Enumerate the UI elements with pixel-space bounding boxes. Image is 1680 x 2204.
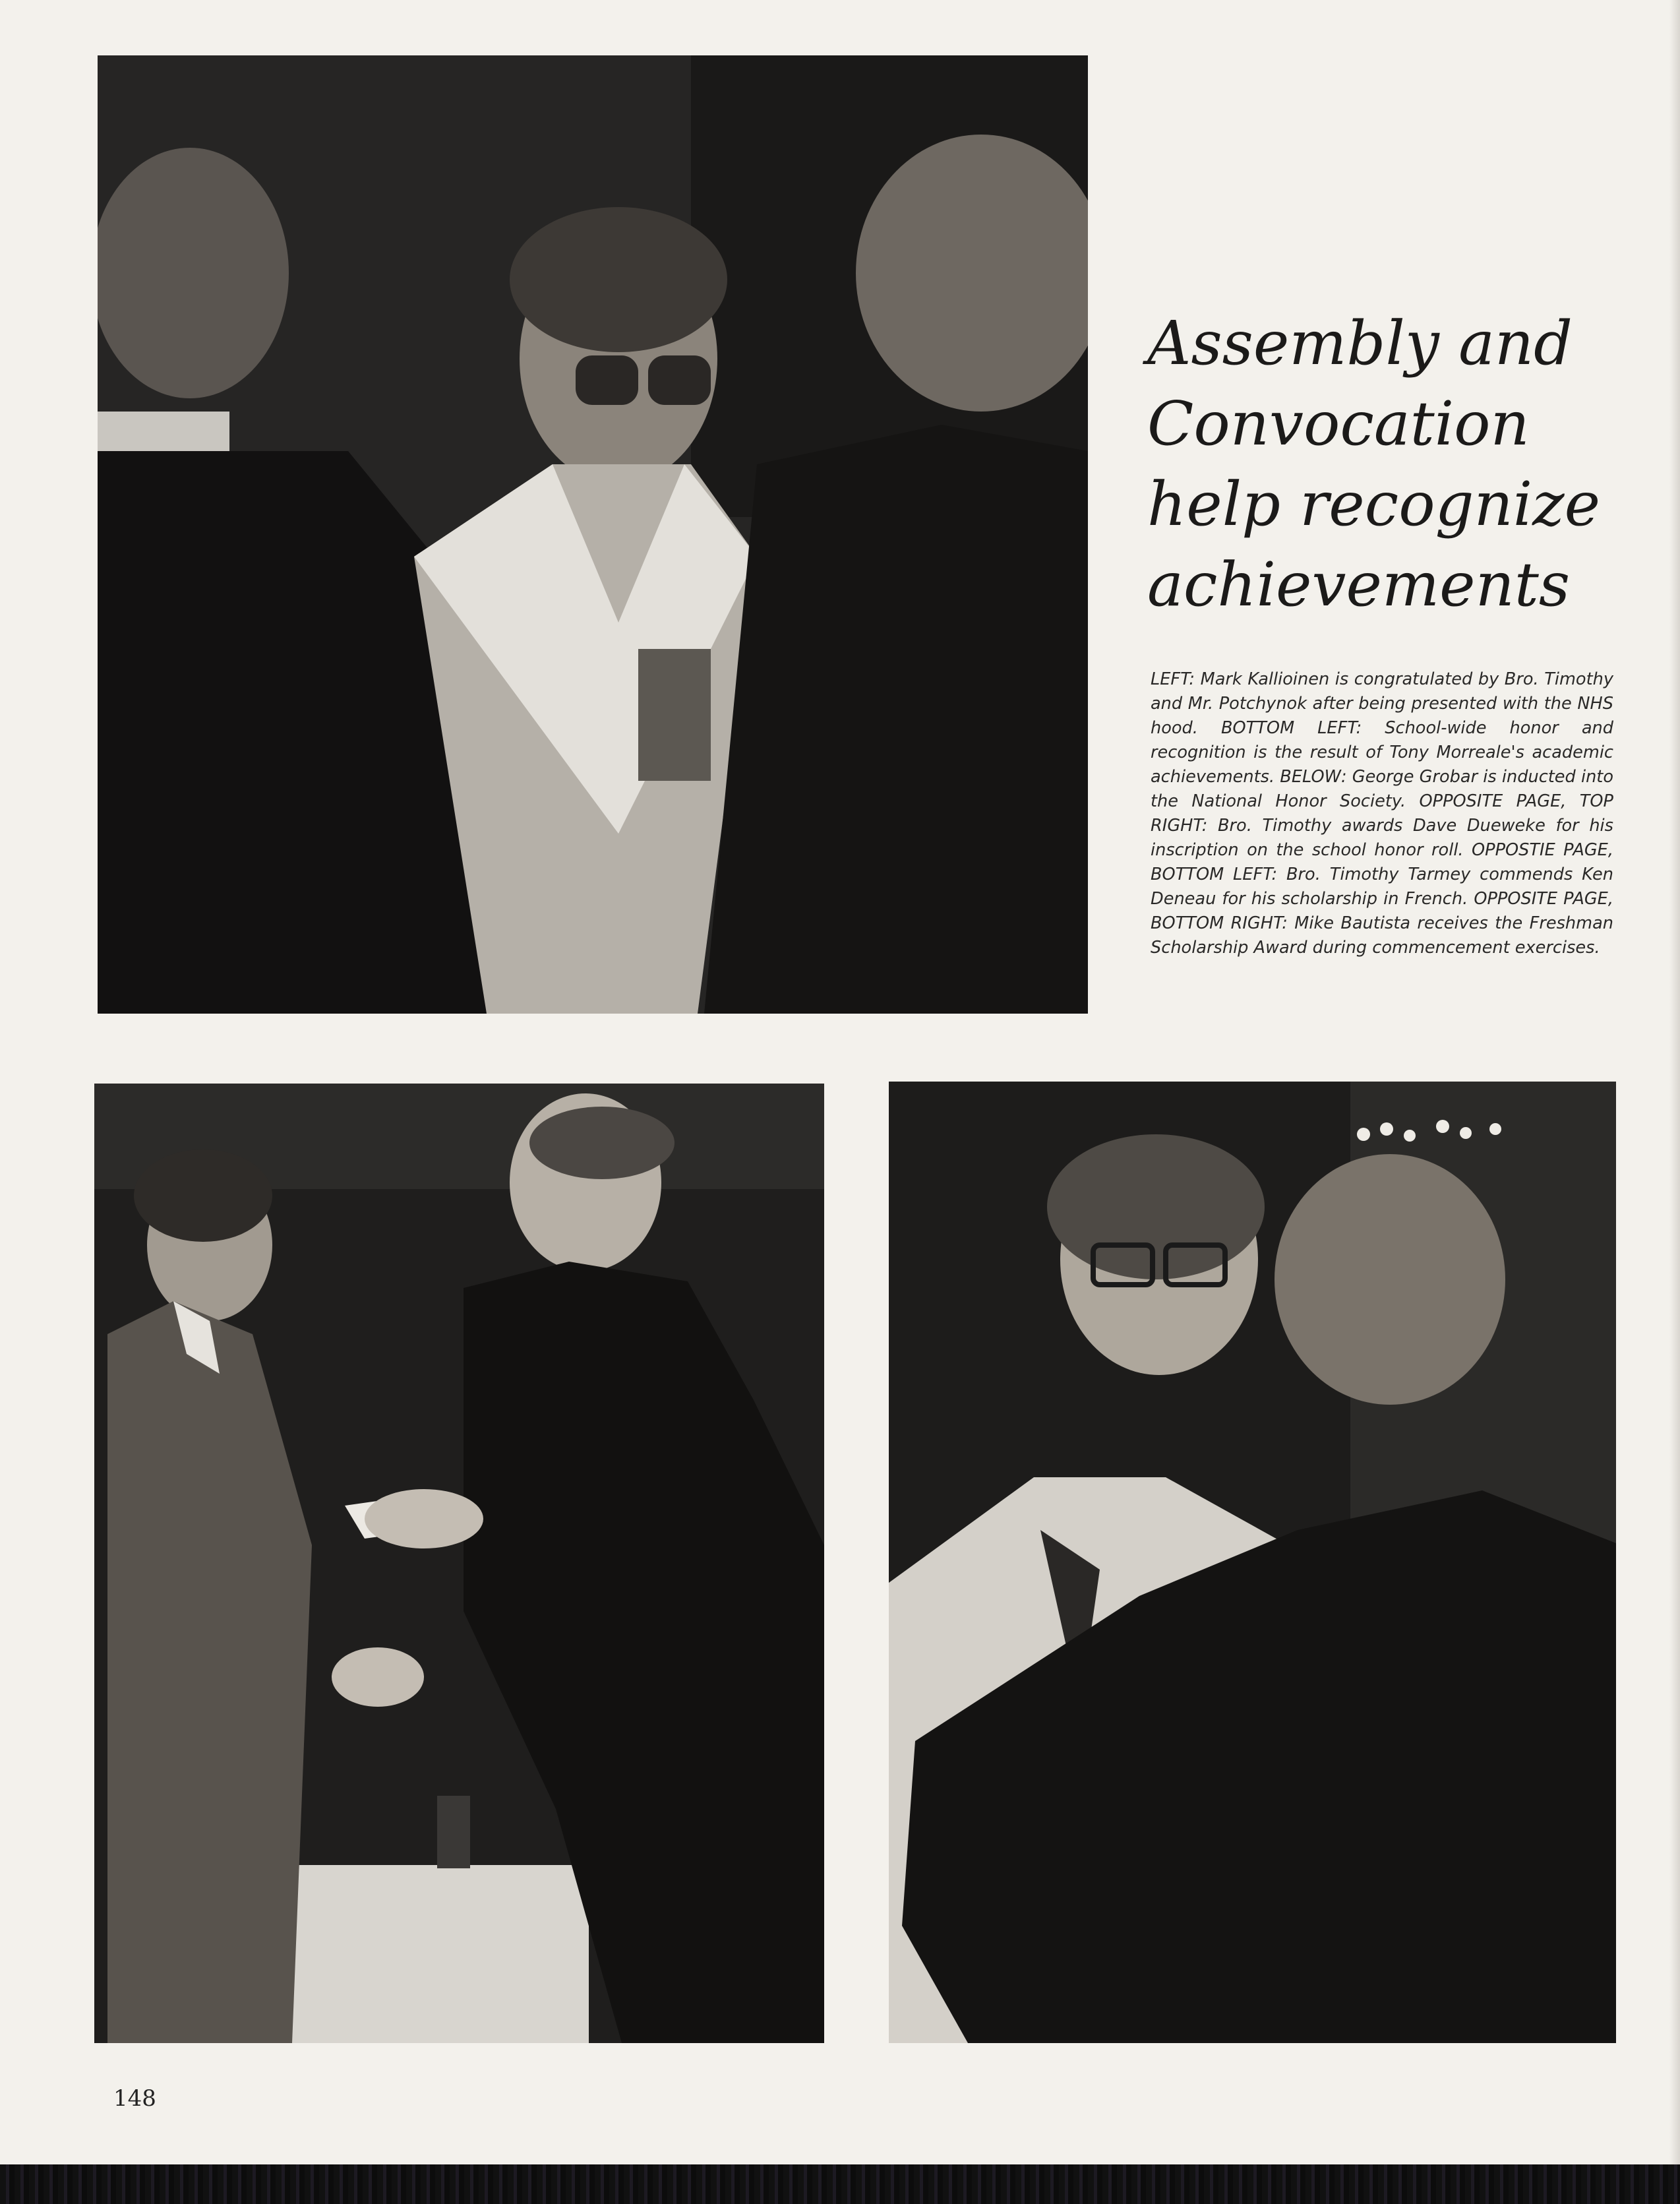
headline-line-2: Convocation [1147, 388, 1530, 459]
photo-nhs-induction [889, 1082, 1616, 2043]
headline-line-1: Assembly and [1147, 308, 1573, 379]
photo-caption: LEFT: Mark Kallioinen is congratulated by Bro. Timothy and Mr. Potchynok after being presented with the NHS hood. BOTTOM LEFT: School-wide honor and recognition is the result of Tony Morreale's academic achievements. BELOW: George Grobar is inducted into the National Honor Society. OPPOSITE PAGE, TOP RIGHT: Bro. Timothy awards Dave Dueweke for his inscription on the school honor roll. OPPOSTIE PAGE, BOTTOM LEFT: Bro. Timothy Tarmey commends Ken Deneau for his scholarship in French. OPPOSITE PAGE, BOTTOM RIGHT: Mike Bautista receives the Freshman Scholarship Award during commencement exercises. [1151, 669, 1613, 958]
photo-nhs-hood-presentation [98, 55, 1088, 1014]
headline [1147, 303, 1622, 625]
scan-right-edge [1669, 0, 1680, 2164]
photo-pinning-illustration [889, 1082, 1616, 2043]
headline-line-4: achievements [1147, 549, 1571, 620]
headline-line-3: help recognize [1147, 469, 1601, 539]
page-number: 148 [113, 2085, 156, 2112]
photo-nhs-hood-illustration [98, 55, 1088, 1014]
photo-handshake-illustration [94, 1084, 824, 2043]
photo-honor-recognition [94, 1084, 824, 2043]
scan-edge-strip [0, 2164, 1680, 2204]
